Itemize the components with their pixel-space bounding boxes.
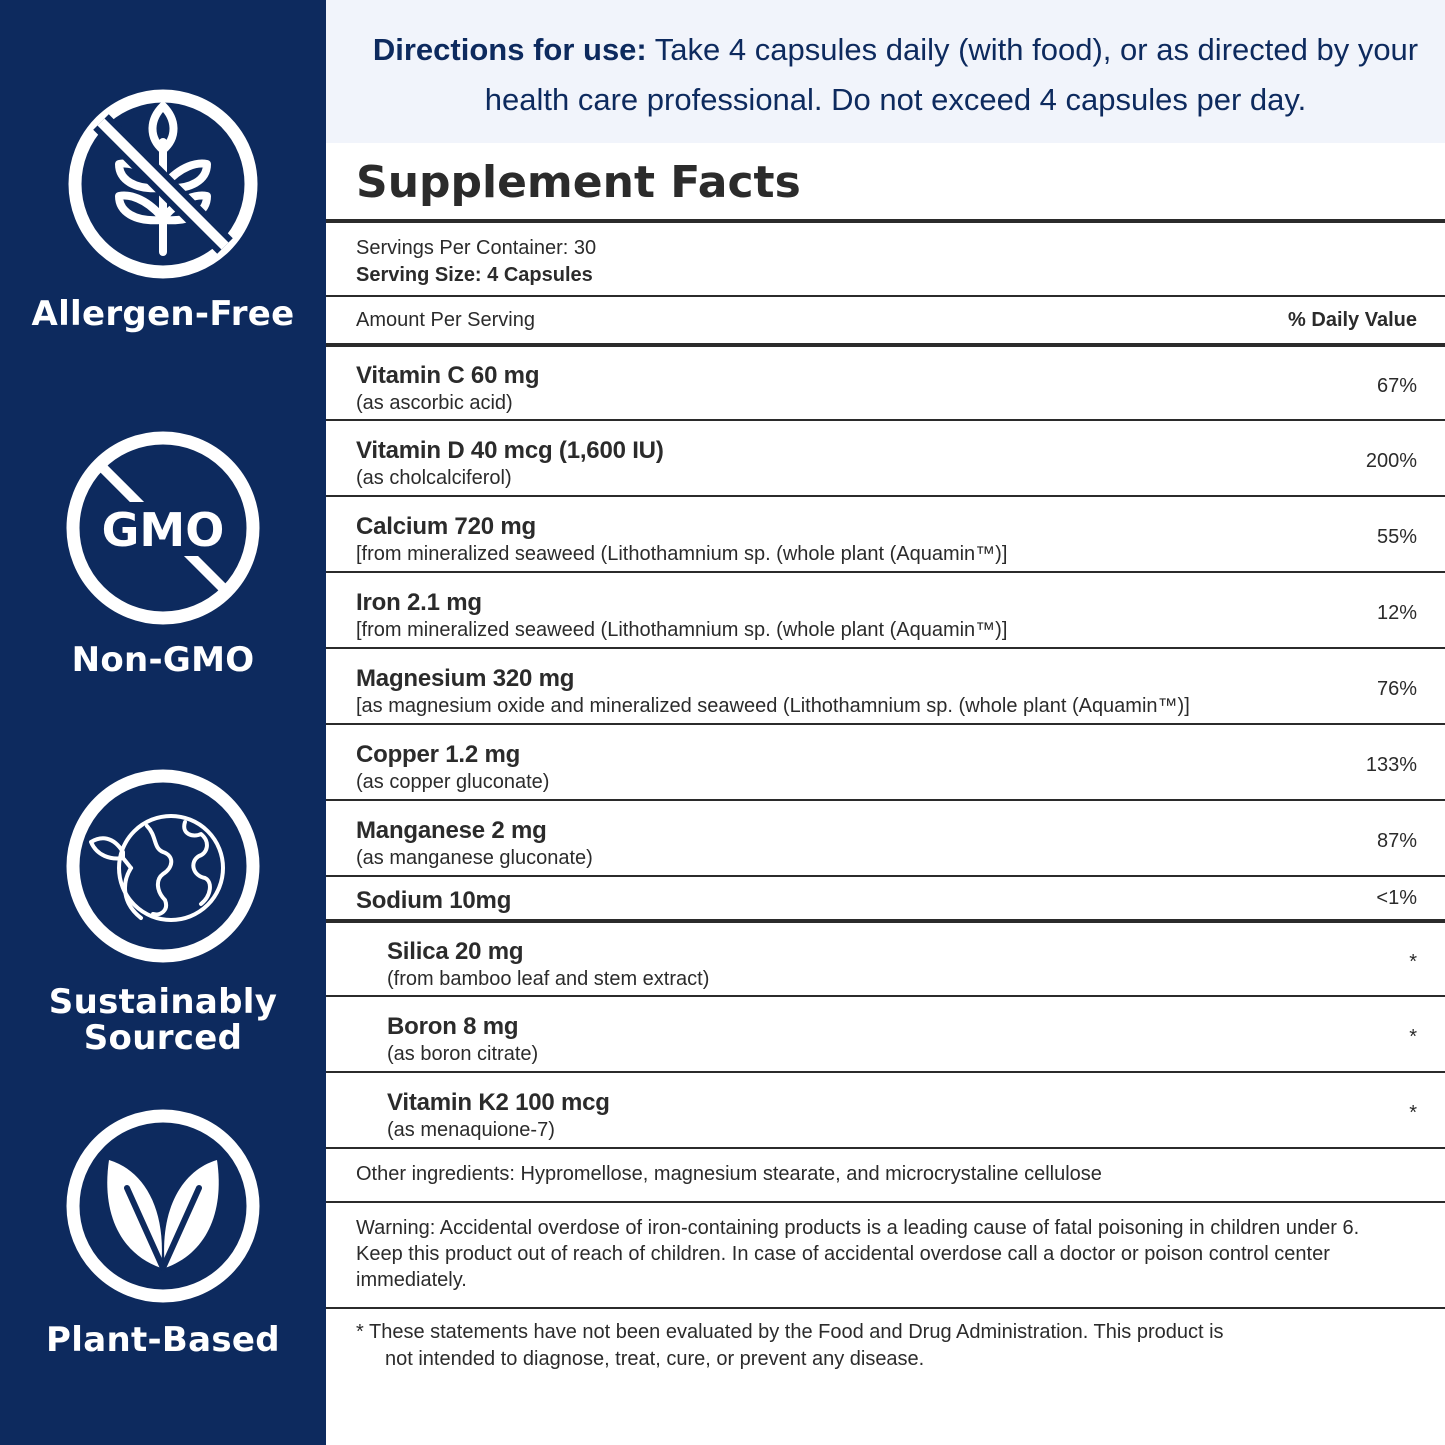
disclaimer-line1: * These statements have not been evaluated by the Food and Drug Administration. This product is [356, 1321, 1224, 1343]
nutrient-daily-value: 55% [1376, 525, 1417, 548]
ingredient-name: Boron 8 mg [387, 1013, 519, 1040]
ingredient-row [326, 995, 1445, 1071]
amount-per-serving-label: Amount Per Serving [356, 309, 535, 331]
serving-size: Serving Size: 4 Capsules [356, 264, 593, 286]
nutrient-row [326, 723, 1445, 799]
nutrient-daily-value: 12% [1376, 601, 1417, 624]
nutrient-source: (as copper gluconate) [356, 771, 550, 793]
servings-info [326, 219, 1445, 295]
ingredient-name: Vitamin K2 100 mcg [387, 1089, 610, 1116]
servings-per-container: Servings Per Container: 30 [356, 237, 597, 259]
nutrient-source: (as ascorbic acid) [356, 392, 513, 414]
ingredient-daily-value: * [1409, 950, 1417, 973]
sidebar [0, 0, 326, 1445]
supplement-facts-panel [326, 143, 1445, 1373]
directions-heading: Directions for use: [372, 32, 647, 67]
nutrient-row [326, 419, 1445, 495]
nutrient-name: Vitamin C 60 mg [356, 362, 540, 389]
nutrient-name: Calcium 720 mg [356, 513, 536, 540]
directions-text: Take 4 capsules daily (with food), or as directed by your health care professional. Do not exceed 4 capsules per day. [484, 32, 1419, 117]
badge-label: Non-GMO [71, 640, 255, 680]
nutrient-row [326, 571, 1445, 647]
disclaimer-line2: not intended to diagnose, treat, cure, or prevent any disease. [385, 1348, 925, 1370]
badge-allergen-free [0, 84, 326, 332]
badge-label-line1: Sustainably [48, 982, 278, 1022]
nutrient-daily-value: 200% [1365, 449, 1417, 472]
nutrient-row [326, 647, 1445, 723]
daily-value-header: % Daily Value [1288, 309, 1417, 331]
gmo-icon-text: GMO [101, 503, 225, 557]
no-wheat-icon [63, 84, 263, 284]
ingredient-source: (as menaquione-7) [387, 1119, 555, 1141]
nutrient-name: Vitamin D 40 mcg (1,600 IU) [356, 437, 664, 464]
badge-label: Allergen-Free [31, 294, 295, 334]
badge-label-line2: Sourced [83, 1018, 243, 1058]
nutrient-name: Magnesium 320 mg [356, 665, 575, 692]
nutrient-daily-value: 133% [1365, 753, 1417, 776]
nutrient-row [326, 495, 1445, 571]
nutrient-source: (as cholcalciferol) [356, 467, 512, 489]
ingredient-row [326, 919, 1445, 995]
nutrient-name: Manganese 2 mg [356, 817, 547, 844]
nutrient-source: [from mineralized seaweed (Lithothamnium sp. (whole plant (Aquamin™)] [356, 619, 1008, 641]
nutrient-daily-value: 67% [1376, 374, 1417, 397]
fda-disclaimer [326, 1307, 1445, 1373]
ingredient-daily-value: * [1409, 1101, 1417, 1124]
badge-label: Plant-Based [46, 1320, 280, 1360]
nutrient-source: [from mineralized seaweed (Lithothamnium sp. (whole plant (Aquamin™)] [356, 543, 1008, 565]
ingredient-daily-value: * [1409, 1025, 1417, 1048]
ingredient-source: (from bamboo leaf and stem extract) [387, 968, 710, 990]
nutrient-daily-value: <1% [1376, 886, 1417, 909]
nutrient-source: (as manganese gluconate) [356, 847, 593, 869]
nutrient-daily-value: 76% [1376, 677, 1417, 700]
badge-plant-based [0, 1104, 326, 1358]
no-gmo-icon [61, 426, 265, 630]
nutrient-row [326, 799, 1445, 875]
ingredient-source: (as boron citrate) [387, 1043, 539, 1065]
nutrient-name: Iron 2.1 mg [356, 589, 482, 616]
nutrient-source: [as magnesium oxide and mineralized seaweed (Lithothamnium sp. (whole plant (Aquamin™)] [356, 695, 1190, 717]
leaf-icon [61, 1104, 265, 1308]
ingredient-name: Silica 20 mg [387, 938, 524, 965]
other-ingredients: Other ingredients: Hypromellose, magnesium stearate, and microcrystaline cellulose [326, 1147, 1445, 1201]
badge-non-gmo [0, 426, 326, 678]
nutrient-row [326, 343, 1445, 419]
ingredient-row [326, 1071, 1445, 1147]
facts-title: Supplement Facts [356, 157, 801, 208]
nutrient-name: Sodium 10mg [356, 887, 512, 914]
nutrient-daily-value: 87% [1376, 829, 1417, 852]
amount-header-row [326, 295, 1445, 343]
nutrient-name: Copper 1.2 mg [356, 741, 521, 768]
badge-sustainably-sourced [0, 764, 326, 1056]
earth-leaf-icon [61, 764, 265, 968]
nutrient-row [326, 875, 1445, 919]
warning-text: Warning: Accidental overdose of iron-containing products is a leading cause of fatal poisoning in children under 6. Keep this product out of reach of children. In case of accidental overdose call a doctor or poison control center immediately. [326, 1201, 1445, 1307]
directions-banner [326, 0, 1445, 143]
